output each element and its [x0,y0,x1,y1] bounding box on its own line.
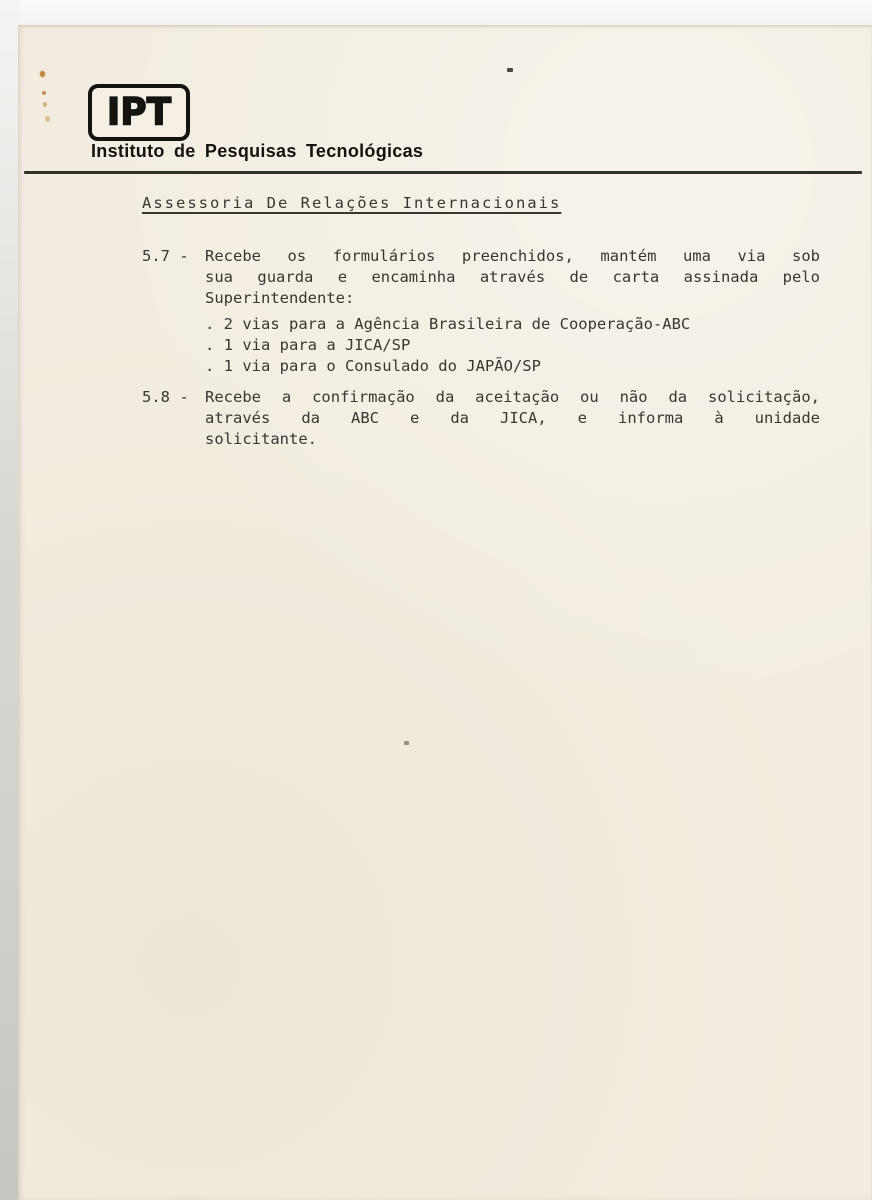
section-5-7 [142,246,820,309]
staple-rust-mark [42,91,46,95]
staple-rust-mark [43,102,47,107]
list-item: . 2 vias para a Agência Brasileira de Cooperação-ABC [205,315,691,333]
paragraph-line: solicitante. [205,430,317,448]
section-5-8-body [205,387,820,450]
list-item: . 1 via para o Consulado do JAPÃO/SP [205,357,541,375]
section-5-8-number: 5.8 - [142,388,189,406]
staple-rust-mark [40,71,45,77]
scan-speck [507,68,513,72]
paragraph-line: Recebe os formulários preenchidos, mantém uma via sob [205,247,820,265]
organization-name: Instituto de Pesquisas Tecnológicas [91,141,424,161]
document-title: Assessoria De Relações Internacionais [142,194,562,212]
section-5-7-body [205,246,820,309]
paragraph-line: através da ABC e da JICA, e informa à unidade [205,409,820,427]
scanner-left-shadow [0,0,20,1200]
staple-rust-mark [45,116,50,122]
paragraph-line: sua guarda e encaminha através de carta assinada pelo [205,268,820,286]
distribution-list [205,314,690,377]
section-5-8 [142,387,820,450]
document-page [18,25,872,1200]
ipt-logo [88,84,190,141]
header-divider [24,171,862,174]
section-5-7-number: 5.7 - [142,247,189,265]
list-item: . 1 via para a JICA/SP [205,336,411,354]
paragraph-line: Superintendente: [205,289,355,307]
ipt-logo-text: IPT [106,90,172,134]
scanner-top-margin [0,0,872,26]
scan-speck [404,741,409,745]
paragraph-line: Recebe a confirmação da aceitação ou não da solicitação, [205,388,820,406]
